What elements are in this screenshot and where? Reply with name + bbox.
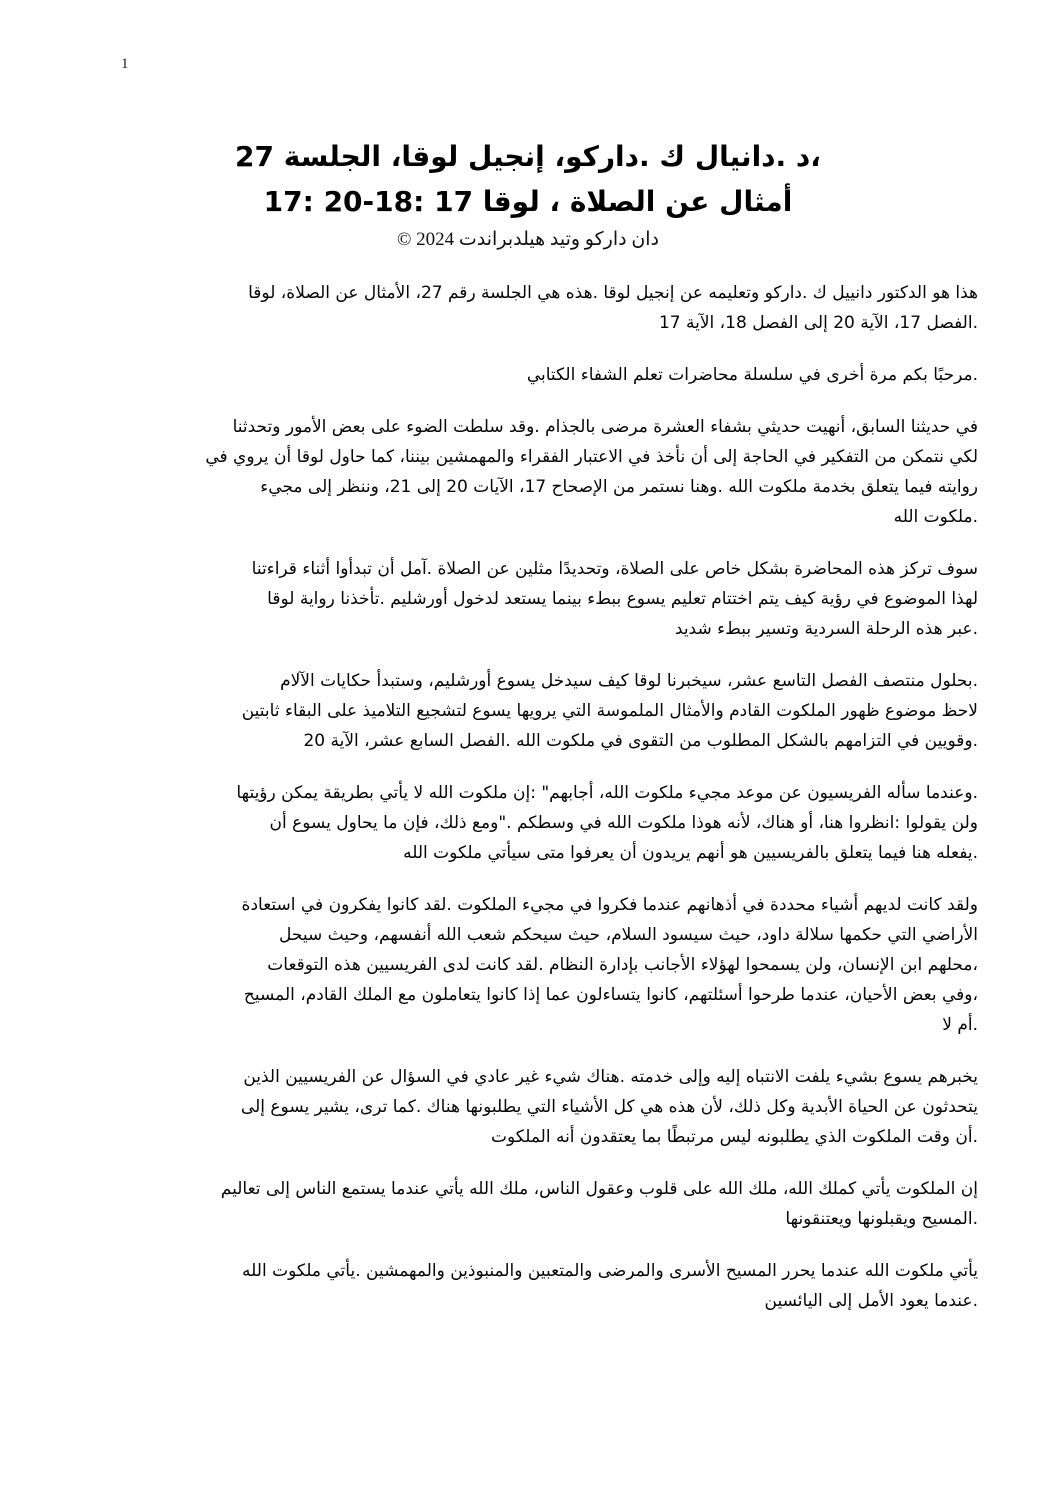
title-line-1: ،د .دانيال ك .داركو، إنجيل لوقا، الجلسة 27 [235,140,821,173]
text-line: روايته فيما يتعلق بخدمة ملكوت الله .وهنا نستمر من الإصحاح 17، الآيات 20 إلى 21، وننظر إلى مجيء [260,477,978,497]
text-line: .عندما يعود الأمل إلى اليائسين [764,1291,978,1311]
paragraph [78,554,978,644]
paragraph [78,890,978,1040]
text-line: سوف تركز هذه المحاضرة بشكل خاص على الصلاة، وتحديدًا مثلين عن الصلاة .آمل أن تبدأوا أثناء قراءتنا [251,559,978,579]
paragraph [78,412,978,532]
text-line: ،وفي بعض الأحيان، عندما طرحوا أسئلتهم، كانوا يتساءلون عما إذا كانوا يتعاملون مع الملك القادم، المسيح [243,985,978,1005]
text-line: .ملكوت الله [893,507,978,527]
text-line: .وقويين في التزامهم بالشكل المطلوب من التقوى في ملكوت الله .الفصل السابع عشر، الآية 20 [303,731,978,751]
paragraph [78,1062,978,1152]
text-line: .المسيح ويقبلونها ويعتنقونها [785,1209,978,1229]
paragraph [78,278,978,338]
text-line: لاحظ موضوع ظهور الملكوت القادم والأمثال الملموسة التي يرويها يسوع لتشجيع التلاميذ على البقاء ثابتين [241,701,978,721]
text-line: .أن وقت الملكوت الذي يطلبونه ليس مرتبطًا بما يعتقدون أنه الملكوت [491,1127,978,1147]
text-line: .بحلول منتصف الفصل التاسع عشر، سيخبرنا لوقا كيف سيدخل يسوع أورشليم، وستبدأ حكايات الآلام [280,671,978,691]
text-line: في حديثنا السابق، أنهيت حديثي بشفاء العشرة مرضى بالجذام .وقد سلطت الضوء على بعض الأمور وتحدثنا [232,417,978,437]
document-content [78,134,978,1316]
page-number: 1 [121,56,129,72]
paragraph [78,666,978,756]
text-line: .أم لا [942,1015,978,1035]
title-block [78,134,978,256]
text-line: إن الملكوت يأتي كملك الله، ملك الله على قلوب وعقول الناس، ملك الله يأتي عندما يستمع الناس إلى تعاليم [220,1179,978,1199]
title-line-2: أمثال عن الصلاة ، لوقا 17 :18-20 :17 [263,185,793,218]
paragraph [78,1174,978,1234]
paragraph [78,778,978,868]
paragraph [78,360,978,390]
copyright-line: دان داركو وتيد هيلدبراندت 2024 © [396,229,660,250]
text-line: .وعندما سأله الفريسيون عن موعد مجيء ملكوت الله، أجابهم" :إن ملكوت الله لا يأتي بطريقة يمكن رؤيتها [236,783,978,803]
text-line: يتحدثون عن الحياة الأبدية وكل ذلك، لأن هذه هي كل الأشياء التي يطلبونها هناك .كما ترى، يشير يسوع إلى [240,1097,978,1117]
text-line: الأراضي التي حكمها سلالة داود، حيث سيسود السلام، حيث سيحكم شعب الله أنفسهم، وحيث سيحل [278,925,978,945]
document-body [78,278,978,1316]
text-line: هذا هو الدكتور دانييل ك .داركو وتعليمه عن إنجيل لوقا .هذه هي الجلسة رقم 27، الأمثال عن الصلاة، لوقا [248,283,978,303]
text-line: .مرحبًا بكم مرة أخرى في سلسلة محاضرات تعلم الشفاء الكتابي [526,365,978,385]
text-line: يخبرهم يسوع بشيء يلفت الانتباه إليه وإلى خدمته .هناك شيء غير عادي في السؤال عن الفريسيين الذين [243,1067,978,1087]
text-line: ولقد كانت لديهم أشياء محددة في أذهانهم عندما فكروا في مجيء الملكوت .لقد كانوا يفكرون في استعادة [241,895,978,915]
paragraph [78,1256,978,1316]
text-line: .يفعله هنا فيما يتعلق بالفريسيين هو أنهم يريدون أن يعرفوا متى سيأتي ملكوت الله [403,843,978,863]
text-line: .عبر هذه الرحلة السردية وتسير ببطء شديد [674,619,978,639]
text-line: .الفصل 17، الآية 20 إلى الفصل 18، الآية 17 [658,313,978,333]
text-line: لهذا الموضوع في رؤية كيف يتم اختتام تعليم يسوع ببطء بينما يستعد لدخول أورشليم .تأخذنا رواية لوقا [267,589,978,609]
text-line: يأتي ملكوت الله عندما يحرر المسيح الأسرى والمرضى والمتعبين والمنبوذين والمهمشين .يأتي ملكوت الله [242,1261,978,1281]
text-line: لكي نتمكن من التفكير في الحاجة إلى أن نأخذ في الاعتبار الفقراء والمهمشين بيننا، كما حاول لوقا أن يروي في [205,447,978,467]
text-line: ولن يقولوا :انظروا هنا، أو هناك، لأنه هوذا ملكوت الله في وسطكم ."ومع ذلك، فإن ما يحاول يسوع أن [269,813,978,833]
text-line: ،محلهم ابن الإنسان، ولن يسمحوا لهؤلاء الأجانب بإدارة النظام .لقد كانت لدى الفريسيين هذه التوقعات [267,955,978,975]
